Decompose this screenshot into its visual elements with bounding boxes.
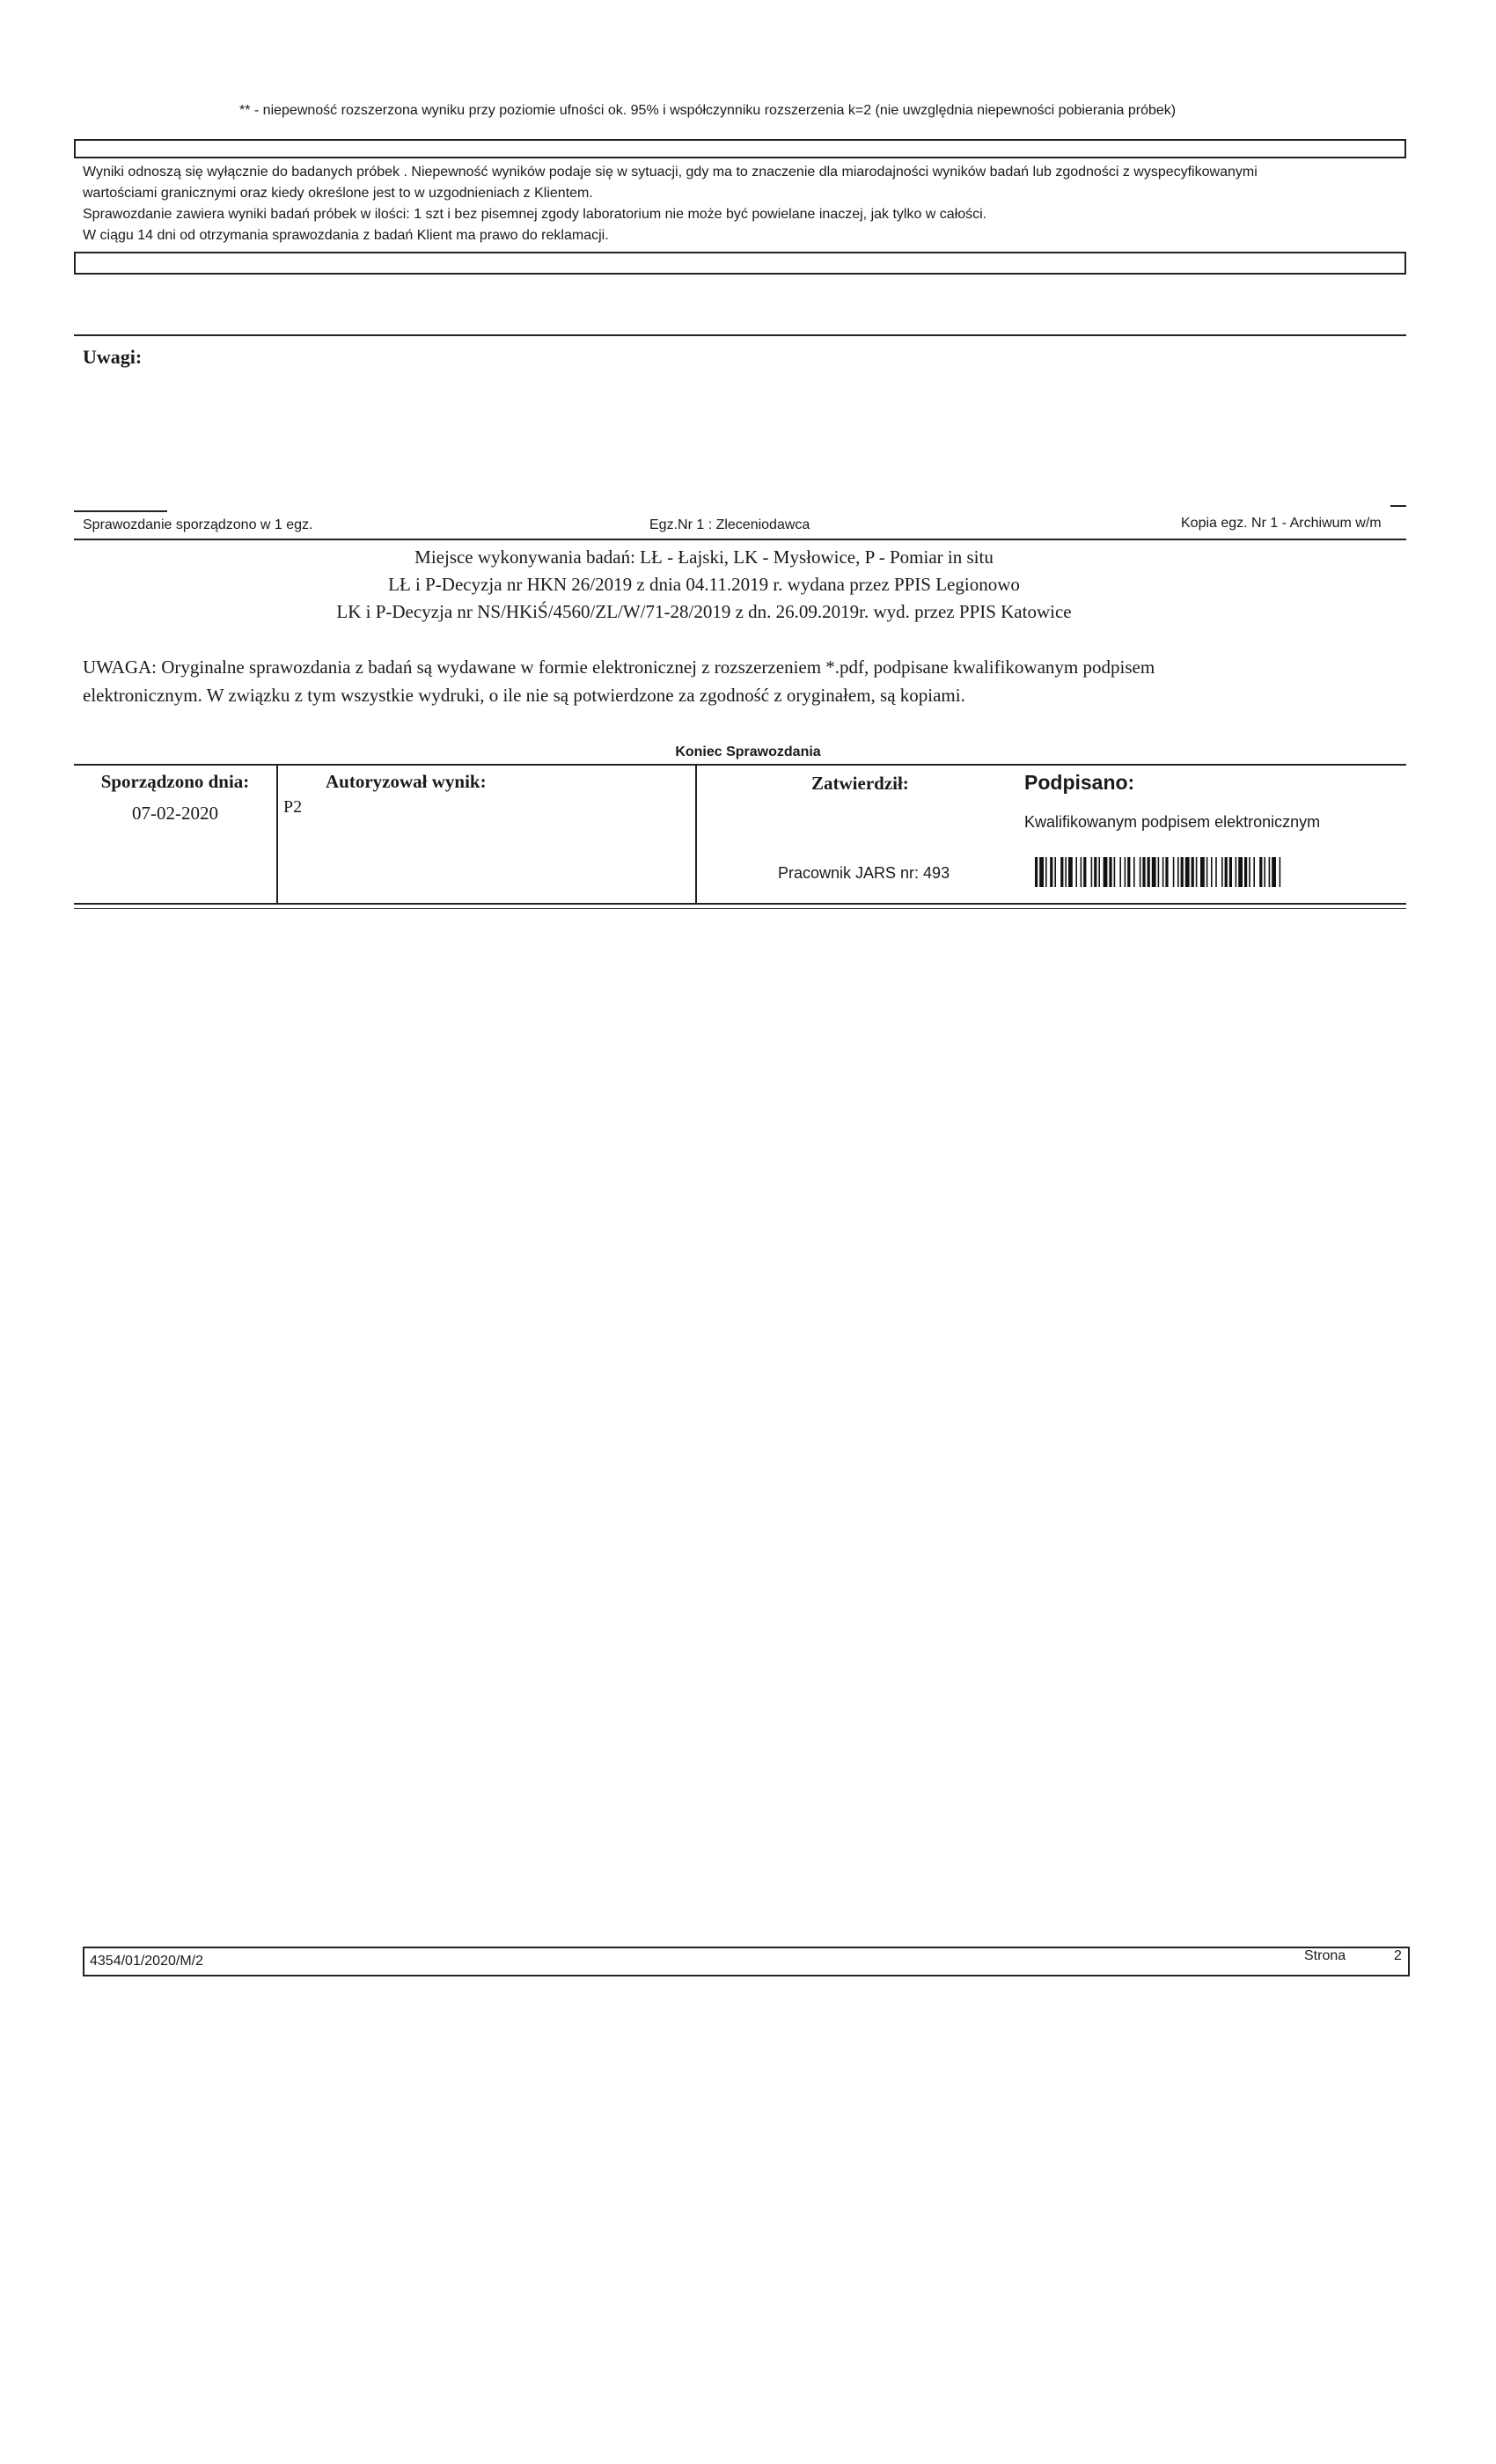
- signature-col-divider-2: [695, 764, 697, 905]
- copies-divider: [74, 539, 1406, 540]
- authorized-value: P2: [283, 797, 303, 817]
- uncertainty-note: ** - niepewność rozszerzona wyniku przy poziomie ufności ok. 95% i współczynniku rozszerzenia k=2 (nie uwzględnia niepewności pobierania próbek): [239, 103, 1177, 118]
- disclaimer-block: [83, 162, 1403, 246]
- page-number: 2: [1394, 1948, 1402, 1963]
- signed-value: Kwalifikowanym podpisem elektronicznym: [1024, 813, 1321, 831]
- copies-short-rule: [74, 510, 167, 512]
- warning-block: [83, 653, 1403, 709]
- disclaimer-line: Sprawozdanie zawiera wyniki badań próbek w ilości: 1 szt i bez pisemnej zgody laboratorium nie może być powielane inaczej, jak tylko w całości.: [83, 207, 987, 222]
- disclaimer-line: wartościami granicznymi oraz kiedy określone jest to w uzgodnieniach z Klientem.: [83, 186, 593, 201]
- test-location-line: LK i P-Decyzja nr NS/HKiŚ/4560/ZL/W/71-28/2019 z dn. 26.09.2019r. wyd. przez PPIS Katowice: [336, 601, 1072, 622]
- footer-box: [83, 1947, 1410, 1976]
- barcode-icon: [1035, 857, 1373, 887]
- employee-number: Pracownik JARS nr: 493: [778, 864, 950, 882]
- remarks-label: Uwagi:: [83, 346, 143, 368]
- end-of-report: Koniec Sprawozdania: [675, 744, 821, 759]
- test-location-block: [264, 544, 1144, 626]
- report-number: 4354/01/2020/M/2: [90, 1954, 203, 1969]
- copy-archive: Kopia egz. Nr 1 - Archiwum w/m: [1181, 516, 1382, 531]
- signature-col-divider-1: [276, 764, 278, 905]
- authorized-label: Autoryzował wynik:: [326, 771, 487, 792]
- signature-table-bottom: [74, 903, 1406, 905]
- disclaimer-line: Wyniki odnoszą się wyłącznie do badanych próbek . Niepewność wyników podaje się w sytuacji, gdy ma to znaczenie dla miarodajności wyników badań lub zgodności z wyspecyfikowanymi: [83, 165, 1258, 180]
- disclaimer-line: W ciągu 14 dni od otrzymania sprawozdania z badań Klient ma prawo do reklamacji.: [83, 228, 609, 243]
- copy-recipient: Egz.Nr 1 : Zleceniodawca: [649, 517, 810, 532]
- copies-count: Sprawozdanie sporządzono w 1 egz.: [83, 517, 313, 532]
- warning-line: elektronicznym. W związku z tym wszystkie wydruki, o ile nie są potwierdzone za zgodność z oryginałem, są kopiami.: [83, 685, 965, 706]
- prepared-label: Sporządzono dnia:: [100, 771, 250, 792]
- page-label: Strona: [1304, 1948, 1346, 1963]
- signature-table-bottom-shadow: [74, 908, 1406, 909]
- signature-table-top: [74, 764, 1406, 766]
- test-location-line: Miejsce wykonywania badań: LŁ - Łajski, LK - Mysłowice, P - Pomiar in situ: [414, 546, 994, 568]
- signed-label: Podpisano:: [1024, 771, 1135, 794]
- warning-line: UWAGA: Oryginalne sprawozdania z badań są wydawane w formie elektronicznej z rozszerzeniem *.pdf, podpisane kwalifikowanym podpisem: [83, 656, 1155, 678]
- copies-right-tick: [1390, 505, 1406, 507]
- prepared-date: 07-02-2020: [132, 803, 218, 824]
- approved-label: Zatwierdził:: [811, 773, 909, 794]
- disclaimer-top-bar: [74, 139, 1406, 158]
- disclaimer-bottom-bar: [74, 252, 1406, 275]
- test-location-line: LŁ i P-Decyzja nr HKN 26/2019 z dnia 04.11.2019 r. wydana przez PPIS Legionowo: [388, 574, 1020, 595]
- remarks-divider: [74, 334, 1406, 336]
